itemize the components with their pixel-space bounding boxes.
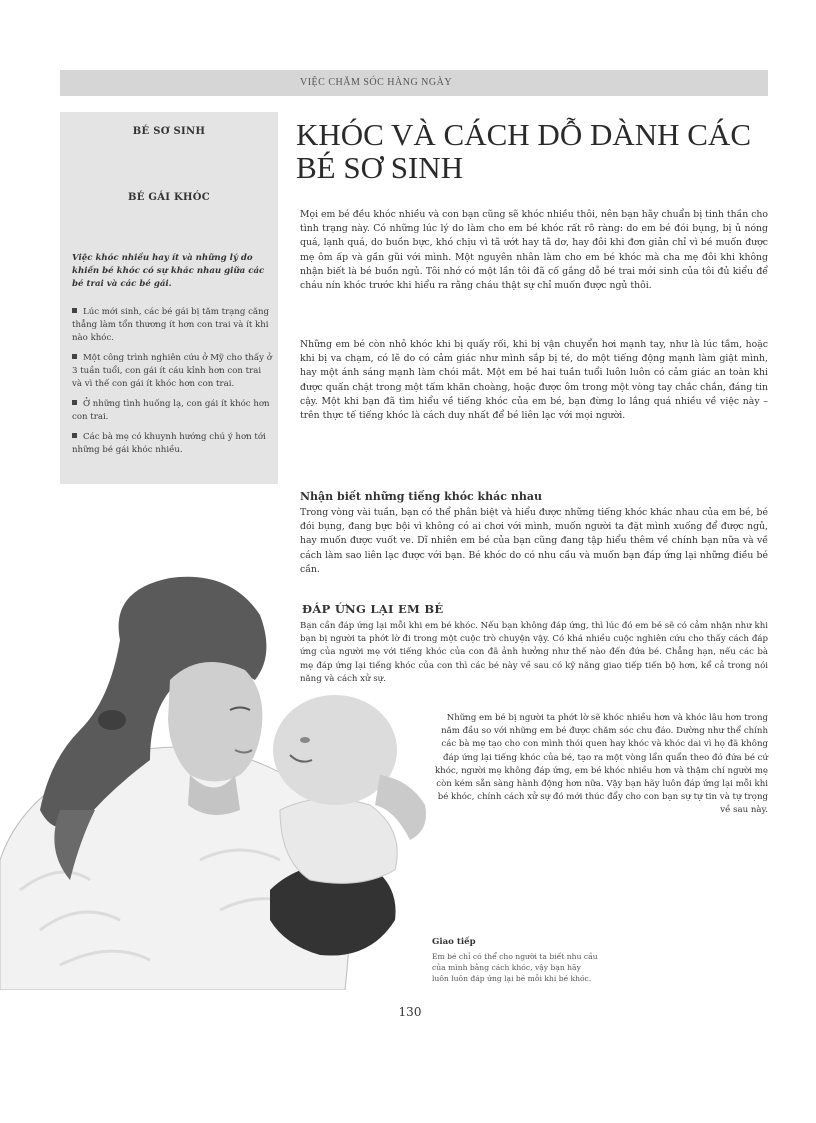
article-paragraph-3: Trong vòng vài tuần, bạn có thể phân biệt và hiểu được những tiếng khóc khác nhau của em bé, bé đói bụng, đang bực bội vì không có ai chơi với mình, muốn người ta đặt mình xuống để được ngủ, hay muốn được vuốt ve. Dĩ nhiên em bé của bạn cũng đang tập hiểu thêm về chính bạn nữa và về cách làm sao liên lạc được với bạn. Bé khóc do có nhu cầu và muốn bạn đáp ứng lại những điều bé cần.	[300, 507, 768, 575]
sidebar-intro: Việc khóc nhiều hay ít và những lý do khiến bé khóc có sự khác nhau giữa các bé trai và các bé gái.	[72, 252, 265, 289]
article-paragraph-4: Bạn cần đáp ứng lại mỗi khi em bé khóc. Nếu bạn không đáp ứng, thì lúc đó em bé sẽ có cảm nhận như khi bạn bị người ta phớt lờ đi trong một cuộc trò chuyện vậy. Có khá nhiều cuộc nghiên cứu cho thấy cách đáp ứng của người mẹ với tiếng khóc của con đã ảnh hưởng như thế nào đến đứa bé. Chẳng hạn, nếu các bà mẹ đáp ứng lại tiếng khóc của con thì các bé này về sau có kỹ năng giao tiếp tiến bộ hơn, kể cả trong nói năng và cách xử sự.	[300, 621, 768, 684]
section-heading-respond: ĐÁP ỨNG LẠI EM BÉ	[302, 602, 444, 616]
article-paragraph-1: Mọi em bé đều khóc nhiều và con bạn cũng sẽ khóc nhiều thôi, nên bạn hãy chuẩn bị tinh thần cho tình trạng này. Có những lúc lý do làm cho em bé khóc rất rõ ràng: do em bé đói bụng, bị ủ nóng quá, lạnh quá, do buồn bực, khó chịu vì tã ướt hay tã dơ, hay đôi khi đơn giản chỉ vì bé muốn được mẹ ôm ấp và gần gũi với mình. Một nguyên nhân làm cho em bé khóc mà cha mẹ đôi khi không nhận biết là bé buồn ngủ. Tôi nhớ có một lần tôi đã cố gắng dỗ bé trai mới sinh của tôi đủ kiểu để cháu nín khóc trước khi hiểu ra rằng cháu thật sự chỉ muốn được ngủ thôi.	[300, 209, 768, 292]
section-header-band	[60, 70, 768, 96]
sidebar-subtitle: BÉ GÁI KHÓC	[127, 192, 211, 203]
bullet-square-icon	[72, 354, 77, 359]
sidebar-list-item: Ở những tình huống lạ, con gái ít khóc hơn con trai.	[72, 399, 270, 422]
mother-baby-photo	[0, 560, 480, 990]
sidebar-list-item: Các bà mẹ có khuynh hướng chú ý hơn tới những bé gái khóc nhiều.	[72, 432, 266, 455]
sidebar-list-item: Một công trình nghiên cứu ở Mỹ cho thấy ở 3 tuần tuổi, con gái ít cáu kỉnh hơn con trai và vì thế con gái ít khóc hơn con trai.	[72, 353, 272, 389]
section-heading-cries: Nhận biết những tiếng khóc khác nhau	[300, 490, 542, 503]
article-paragraph-2: Những em bé còn nhỏ khóc khi bị quấy rối, khi bị vận chuyển hơi mạnh tay, như là lúc tắm, hoặc khi bị va chạm, có lẽ do có cảm giác như mình sắp bị té, do một tiếng động mạnh làm giật mình, hay một ánh sáng mạnh làm chói mắt. Một em bé hai tuần tuổi luôn luôn có cảm giác an toàn khi được quấn chặt trong một tấm khăn choàng, hoặc được ôm trong một vòng tay chắc chắn, đáng tin cậy. Một khi bạn đã tìm hiểu về tiếng khóc của em bé, bạn đừng lo lắng quá nhiều về việc này – trên thực tế tiếng khóc là cách duy nhất để bé liên lạc với mọi người.	[300, 339, 768, 422]
section-header-title: VIỆC CHĂM SÓC HÀNG NGÀY	[300, 77, 453, 88]
sidebar-list	[72, 306, 272, 464]
bullet-square-icon	[72, 308, 77, 313]
article-paragraph-5: Những em bé bị người ta phớt lờ sẽ khóc nhiều hơn và khóc lâu hơn trong năm đầu so với những em bé được chăm sóc chu đáo. Dường như thể chính các bà mẹ tạo cho con mình thói quen hay khóc và khóc dai vì họ đã không đáp ứng lại tiếng khóc của bé, tạo ra một vòng lẩn quẩn theo đó đứa bé cứ khóc, người mẹ không đáp ứng, em bé khóc nhiều hơn và thậm chí người mẹ còn kém sẵn sàng hành động hơn nữa. Vậy bạn hãy luôn đáp ứng lại mỗi khi bé khóc, chính cách xử sự đó mới thúc đẩy cho con bạn sự tự tin và tự trọng về sau này.	[434, 713, 768, 816]
bullet-square-icon	[72, 433, 77, 438]
sidebar-list-item: Lúc mới sinh, các bé gái bị tăm trạng căng thẳng làm tổn thương ít hơn con trai và ít khi nào khóc.	[72, 307, 270, 343]
page-number: 130	[398, 1005, 422, 1019]
tip-caption: Em bé chỉ có thể cho người ta biết nhu cầu của mình bằng cách khóc, vậy bạn hãy luôn luôn đáp ứng lại bé mỗi khi bé khóc.	[432, 952, 598, 983]
tip-title: Giao tiếp	[432, 937, 476, 947]
sidebar-title: BÉ SƠ SINH	[132, 126, 206, 137]
article-title: KHÓC VÀ CÁCH DỖ DÀNH CÁC BÉ SƠ SINH	[296, 117, 751, 185]
bullet-square-icon	[72, 400, 77, 405]
